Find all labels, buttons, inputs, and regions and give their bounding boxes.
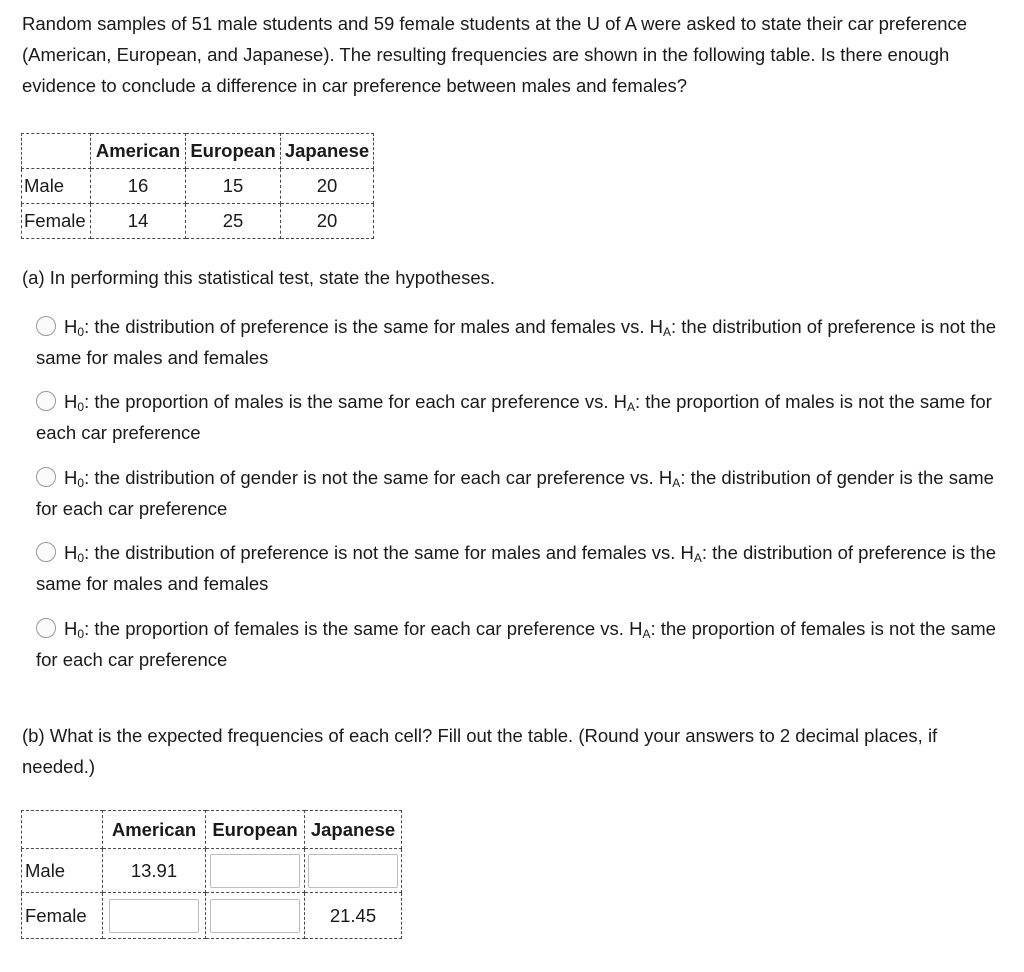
h0-subscript: 0 xyxy=(77,476,85,490)
h0-symbol: H xyxy=(64,618,78,639)
h0-symbol: H xyxy=(64,542,78,563)
cell-male-european xyxy=(206,849,305,893)
table-row xyxy=(22,204,374,239)
cell-female-european xyxy=(206,893,305,939)
ha-symbol: H xyxy=(658,467,673,488)
row-label-female: Female xyxy=(22,204,91,239)
ha-subscript: A xyxy=(672,476,681,490)
h0-text: : the distribution of gender is not the same for each car preference vs. xyxy=(84,467,659,488)
h0-symbol: H xyxy=(64,391,78,412)
h0-text: : the proportion of females is the same for each car preference vs. xyxy=(84,618,630,639)
cell-male-european: 15 xyxy=(186,169,281,204)
radio-button[interactable] xyxy=(36,618,56,638)
col-header-japanese: Japanese xyxy=(305,811,402,849)
ha-symbol: H xyxy=(649,316,663,337)
radio-button[interactable] xyxy=(36,467,56,487)
ha-subscript: A xyxy=(627,400,636,414)
ha-text: : the proportion of females is not the same for each car preference xyxy=(36,618,996,670)
h0-subscript: 0 xyxy=(77,551,85,565)
ha-symbol: H xyxy=(613,391,627,412)
cell-female-european: 25 xyxy=(186,204,281,239)
ha-symbol: H xyxy=(629,618,643,639)
h0-text: : the proportion of males is the same for each car preference vs. xyxy=(84,391,614,412)
cell-male-japanese xyxy=(305,849,402,893)
answer-input-female-european[interactable] xyxy=(210,899,300,933)
answer-input-male-european[interactable] xyxy=(210,854,300,888)
cell-male-american: 13.91 xyxy=(103,849,206,893)
cell-male-japanese: 20 xyxy=(281,169,374,204)
row-label-male: Male xyxy=(22,849,103,893)
cell-female-japanese: 20 xyxy=(281,204,374,239)
part-a-question: (a) In performing this statistical test, state the hypotheses. xyxy=(22,267,495,288)
cell-female-japanese: 21.45 xyxy=(305,893,402,939)
ha-text: : the proportion of males is not the same for each car preference xyxy=(36,391,992,443)
observed-frequency-table xyxy=(21,133,374,239)
hypothesis-option-4[interactable] xyxy=(36,537,996,599)
table-corner xyxy=(22,134,91,169)
h0-symbol: H xyxy=(64,316,78,337)
h0-subscript: 0 xyxy=(77,400,85,414)
cell-male-american: 16 xyxy=(91,169,186,204)
radio-button[interactable] xyxy=(36,316,56,336)
col-header-european: European xyxy=(206,811,305,849)
cell-female-american: 14 xyxy=(91,204,186,239)
row-label-male: Male xyxy=(22,169,91,204)
hypothesis-option-5[interactable] xyxy=(36,613,996,675)
ha-subscript: A xyxy=(693,551,702,565)
table-row xyxy=(22,893,402,939)
table-row xyxy=(22,849,402,893)
ha-text: : the distribution of gender is the same for each car preference xyxy=(36,467,994,519)
problem-statement: Random samples of 51 male students and 59 female students at the U of A were asked to state their car preference (American, European, and Japanese). The resulting frequencies are shown in the following table. Is there enough evidence to conclude a difference in car preference between males and females? xyxy=(22,13,968,96)
hypothesis-option-2[interactable] xyxy=(36,386,996,448)
ha-text: : the distribution of preference is not the same for males and females xyxy=(36,316,996,368)
table-corner xyxy=(22,811,103,849)
h0-text: : the distribution of preference is the same for males and females vs. xyxy=(84,316,650,337)
hypothesis-option-3[interactable] xyxy=(36,462,996,524)
h0-text: : the distribution of preference is not the same for males and females vs. xyxy=(84,542,681,563)
row-label-female: Female xyxy=(22,893,103,939)
ha-text: : the distribution of preference is the same for males and females xyxy=(36,542,996,594)
radio-button[interactable] xyxy=(36,391,56,411)
h0-subscript: 0 xyxy=(77,325,85,339)
ha-symbol: H xyxy=(680,542,694,563)
cell-female-american xyxy=(103,893,206,939)
h0-subscript: 0 xyxy=(77,627,85,641)
answer-input-female-american[interactable] xyxy=(109,899,199,933)
answer-input-male-japanese[interactable] xyxy=(308,854,398,888)
col-header-european: European xyxy=(186,134,281,169)
col-header-american: American xyxy=(91,134,186,169)
hypothesis-option-1[interactable] xyxy=(36,311,996,373)
ha-subscript: A xyxy=(642,627,651,641)
col-header-japanese: Japanese xyxy=(281,134,374,169)
table-row xyxy=(22,169,374,204)
radio-button[interactable] xyxy=(36,542,56,562)
h0-symbol: H xyxy=(64,467,78,488)
ha-subscript: A xyxy=(663,325,672,339)
part-b-question: (b) What is the expected frequencies of each cell? Fill out the table. (Round your answers to 2 decimal places, if needed.) xyxy=(22,725,938,777)
col-header-american: American xyxy=(103,811,206,849)
expected-frequency-table xyxy=(21,810,402,939)
